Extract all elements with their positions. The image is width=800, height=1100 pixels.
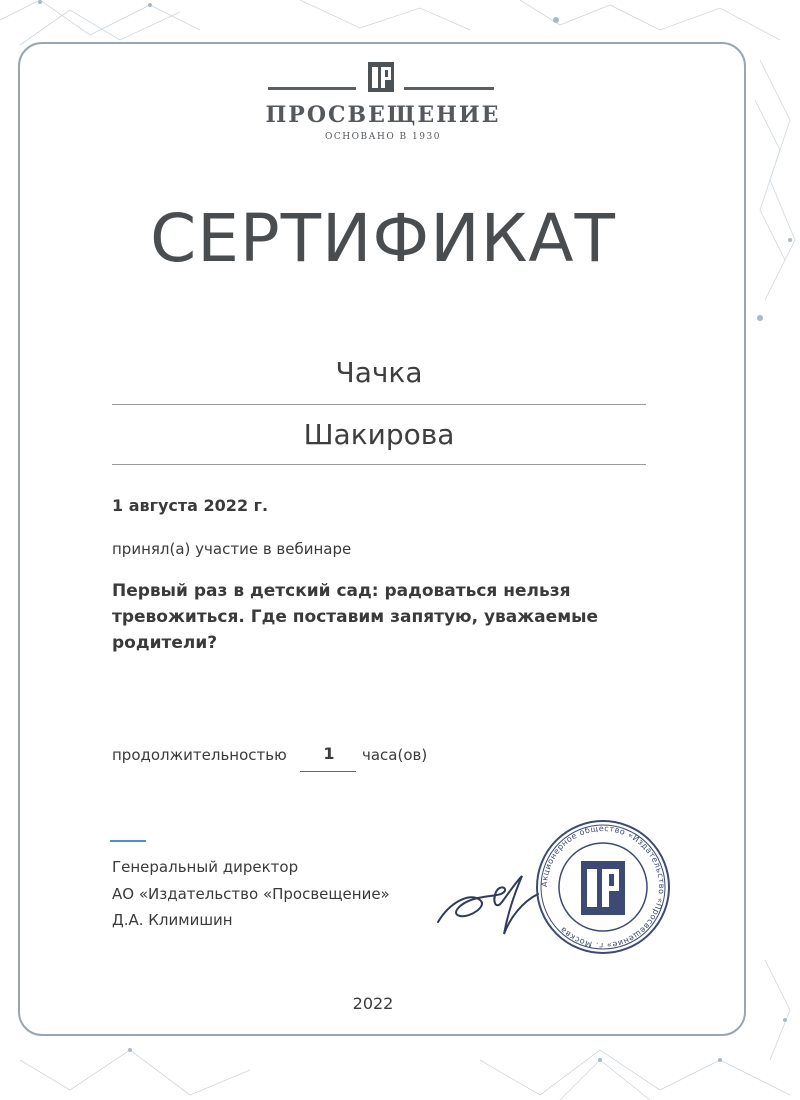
signer-organization: АО «Издательство «Просвещение» xyxy=(112,885,390,903)
certificate-title: СЕРТИФИКАТ xyxy=(150,200,616,277)
first-name-underline xyxy=(112,404,646,405)
signer-name: Д.А. Климишин xyxy=(112,911,233,929)
seal-logo-icon xyxy=(581,861,625,915)
signer-position: Генеральный директор xyxy=(112,858,299,876)
last-name-underline xyxy=(112,464,646,465)
event-date: 1 августа 2022 г. xyxy=(112,496,269,515)
hours-unit: часа(ов) xyxy=(362,746,428,764)
logo-rule-right xyxy=(404,87,494,90)
ip-logo-icon xyxy=(366,60,396,94)
brand-name: ПРОСВЕЩЕНИЕ xyxy=(265,102,501,128)
participation-text: принял(а) участие в вебинаре xyxy=(112,540,352,558)
accent-dash xyxy=(110,840,146,842)
seal-ring-text: Акционерное общество «Издательство «Просвещение» г. Москва xyxy=(539,823,667,951)
hours-underline xyxy=(300,771,356,772)
webinar-title-line: тревожиться. Где поставим запятую, уважаемые xyxy=(112,607,598,627)
footer-year: 2022 xyxy=(352,994,394,1013)
handwritten-signature xyxy=(430,862,550,942)
recipient-last-name: Шакирова xyxy=(303,418,455,451)
founded-note: ОСНОВАНО В 1930 xyxy=(325,132,441,142)
webinar-title-line: родители? xyxy=(112,633,218,653)
company-seal xyxy=(533,817,673,957)
webinar-title-line: Первый раз в детский сад: радоваться нельзя xyxy=(112,581,571,601)
webinar-title xyxy=(112,578,632,656)
logo-rule-left xyxy=(268,87,356,90)
recipient-first-name: Чачка xyxy=(335,356,423,389)
duration-label: продолжительностью xyxy=(112,746,287,764)
duration-hours: 1 xyxy=(323,744,335,763)
